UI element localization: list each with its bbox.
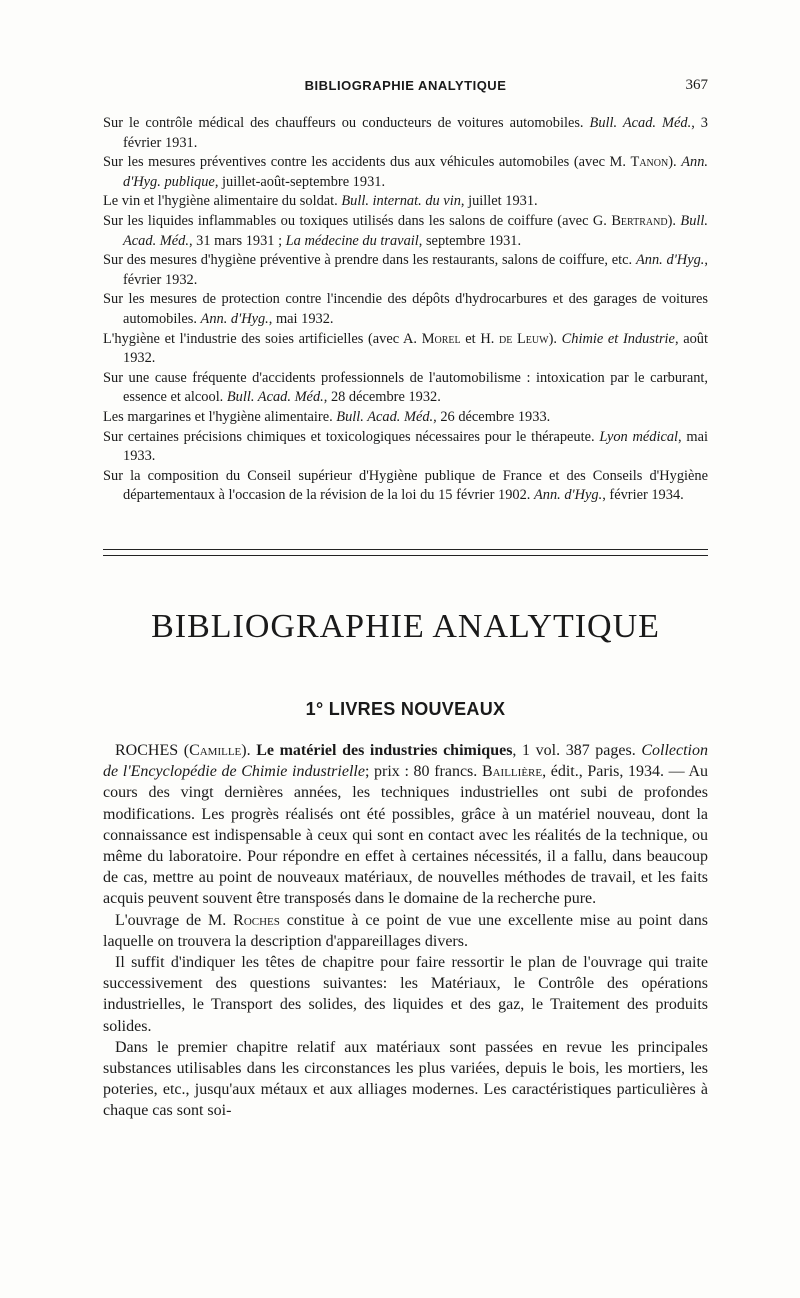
review-paragraph: Dans le premier chapitre relatif aux matériaux sont passées en revue les principales substances utilisables dans les circonstances les plus variées, depuis le bois, les mortiers, les poteries, etc., jusqu'aux métaux et aux alliages modernes. Les caractéristiques particulières à chaque cas sont soi- <box>103 1038 708 1120</box>
book-review <box>103 740 708 1122</box>
publication-item: Les margarines et l'hygiène alimentaire. Bull. Acad. Méd., 26 décembre 1933. <box>103 408 551 425</box>
section-title: BIBLIOGRAPHIE ANALYTIQUE <box>151 608 660 645</box>
publication-item: Sur les mesures préventives contre les accidents dus aux véhicules automobiles (avec M. Tanon). Ann. d'Hyg. publique, juillet-août-septembre 1931. <box>103 154 708 190</box>
publication-list <box>103 114 708 506</box>
publication-item: Sur les mesures de protection contre l'incendie des dépôts d'hydrocarbures et des garages de voitures automobiles. Ann. d'Hyg., mai 1932. <box>103 291 708 327</box>
section-divider-top <box>103 549 708 550</box>
running-head <box>103 78 708 98</box>
section-divider-bottom <box>103 555 708 556</box>
publication-item: Sur la composition du Conseil supérieur d'Hygiène publique de France et des Conseils d'Hygiène départementaux à l'occasion de la révision de la loi du 15 février 1902. Ann. d'Hyg., février 1934. <box>103 467 708 504</box>
review-book-title: Le matériel des industries chimiques <box>256 742 513 759</box>
review-author: ROCHES <box>115 742 179 759</box>
publication-item: Le vin et l'hygiène alimentaire du soldat. Bull. internat. du vin, juillet 1931. <box>103 193 538 210</box>
page-number: 367 <box>685 77 708 93</box>
subsection-title: 1° LIVRES NOUVEAUX <box>305 699 506 719</box>
publication-item: Sur les liquides inflammables ou toxiques utilisés dans les salons de coiffure (avec G. Bertrand). Bull. Acad. Méd., 31 mars 1931 ; La médecine du travail, septembre 1931. <box>103 212 708 249</box>
publication-item: L'hygiène et l'industrie des soies artificielles (avec A. Morel et H. de Leuw). Chimie et Industrie, août 1932. <box>103 330 708 367</box>
review-paragraph: L'ouvrage de M. Roches constitue à ce point de vue une excellente mise au point dans laquelle on trouvera la description d'appareillages divers. <box>103 911 708 950</box>
review-paragraph: Il suffit d'indiquer les têtes de chapitre pour faire ressortir le plan de l'ouvrage qui traite successivement des questions suivantes: les Matériaux, le Contrôle des opérations industrielles, le Transport des solides, des liquides et des gaz, le Traitement des produits solides. <box>103 954 708 1035</box>
publication-item: Sur certaines précisions chimiques et toxicologiques nécessaires pour le thérapeute. Lyon médical, mai 1933. <box>103 428 708 465</box>
running-head-title: BIBLIOGRAPHIE ANALYTIQUE <box>304 78 507 93</box>
publication-item: Sur le contrôle médical des chauffeurs ou conducteurs de voitures automobiles. Bull. Acad. Méd., 3 février 1931. <box>103 115 708 151</box>
review-paragraph: ROCHES (Camille). Le matériel des industries chimiques, 1 vol. 387 pages. Collection de l'Encyclopédie de Chimie industrielle; prix : 80 francs. Baillière, édit., Paris, 1934. — Au cours des vingt dernières années, les techniques industrielles ont subi de profondes modifications. Les progrès réalisés ont été possibles, grâce à un matériel nouveau, dont la connaissance est indispensable à ceux qui sont en contact avec les réalités de la technique, ou même du laboratoire. Pour répondre en effet à certaines nécessités, il a fallu, dans beaucoup de cas, mettre au point de nouveaux matériaux, de nouvelles méthodes de travail, et les faits acquis peuvent souvent être transposés dans le domaine de la recherche pure. <box>103 742 708 908</box>
publication-item: Sur une cause fréquente d'accidents professionnels de l'automobilisme : intoxication par le carburant, essence et alcool. Bull. Acad. Méd., 28 décembre 1932. <box>103 369 708 406</box>
publication-item: Sur des mesures d'hygiène préventive à prendre dans les restaurants, salons de coiffure, etc. Ann. d'Hyg., février 1932. <box>103 252 708 288</box>
